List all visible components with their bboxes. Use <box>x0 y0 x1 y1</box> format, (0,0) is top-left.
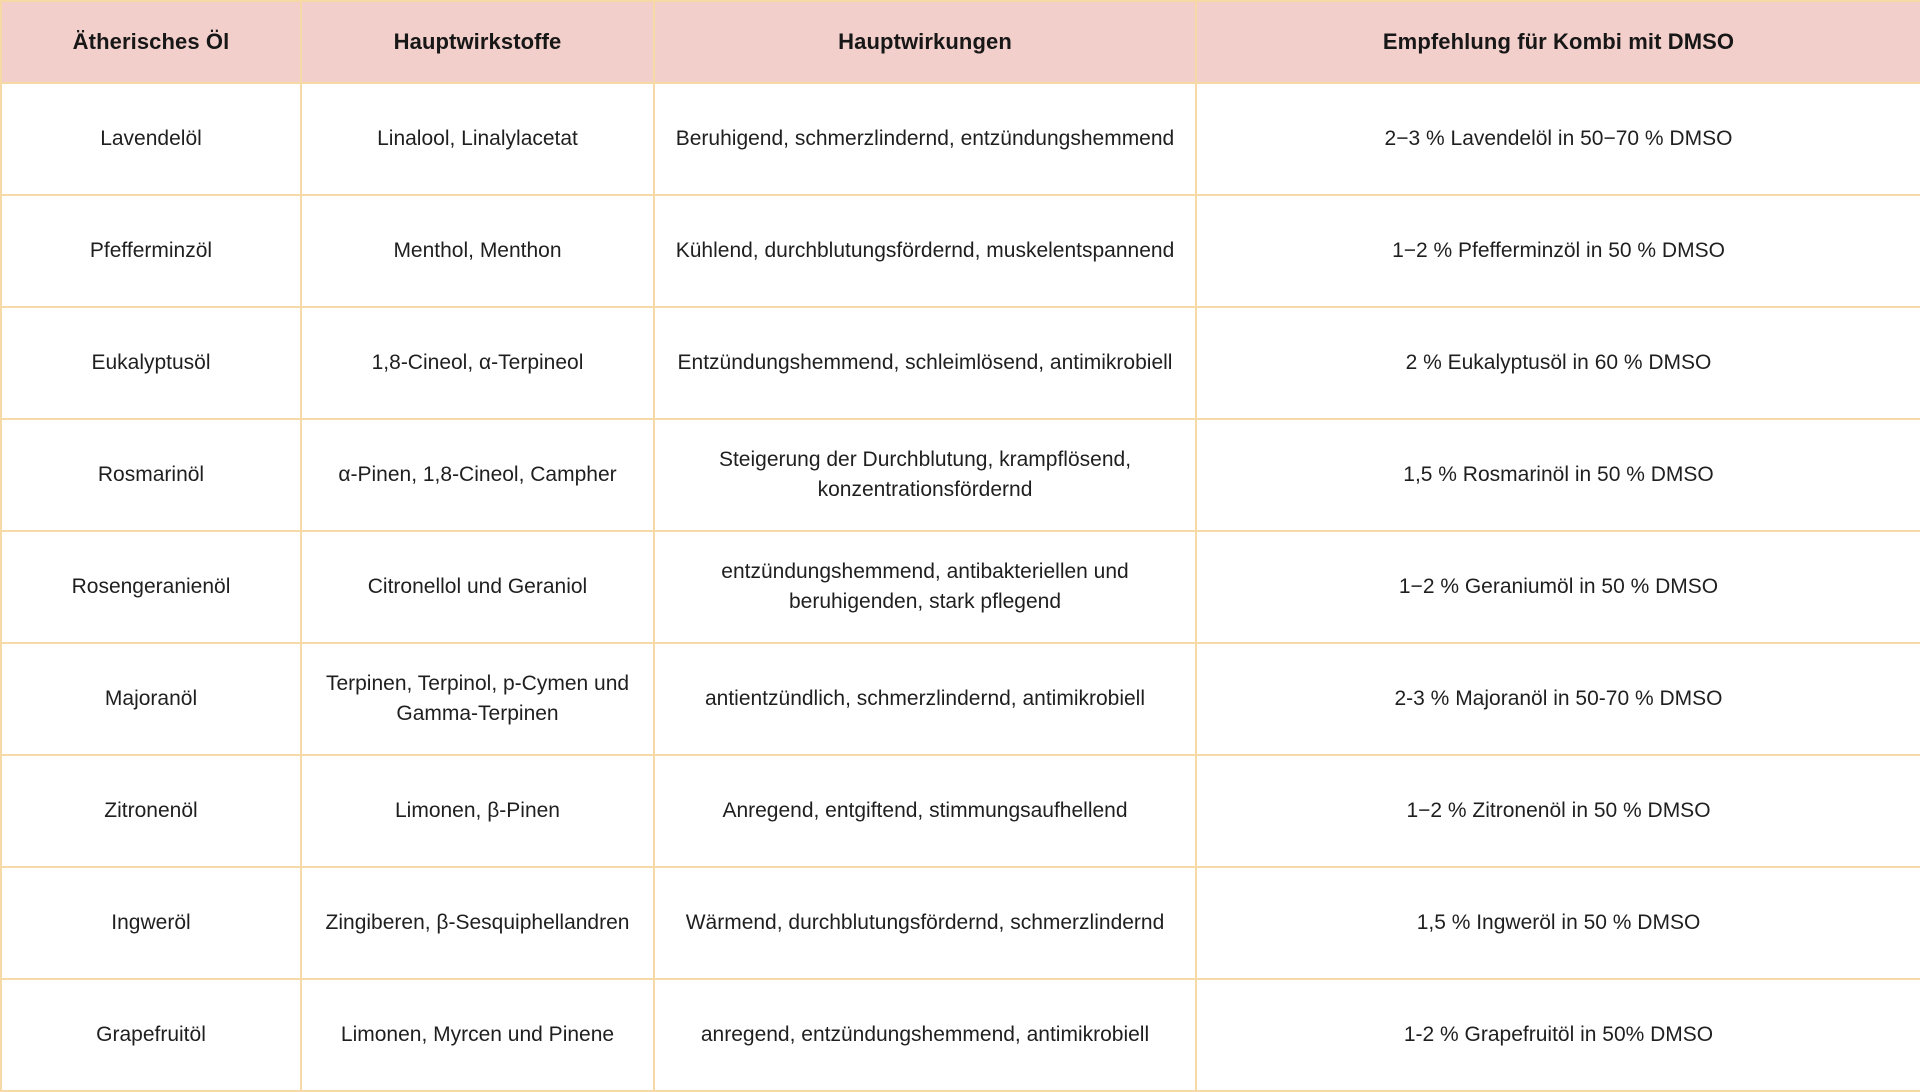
cell-oil: Eukalyptusöl <box>1 307 301 419</box>
cell-recommendation: 1-2 % Grapefruitöl in 50% DMSO <box>1196 979 1920 1091</box>
cell-recommendation: 1−2 % Zitronenöl in 50 % DMSO <box>1196 755 1920 867</box>
cell-agents: 1,8-Cineol, α-Terpineol <box>301 307 654 419</box>
table-row <box>1 979 1920 1091</box>
cell-oil: Rosmarinöl <box>1 419 301 531</box>
header-row <box>1 1 1920 83</box>
cell-agents: Menthol, Menthon <box>301 195 654 307</box>
table-row <box>1 643 1920 755</box>
cell-oil: Pfefferminzöl <box>1 195 301 307</box>
cell-oil: Majoranöl <box>1 643 301 755</box>
cell-recommendation: 2 % Eukalyptusöl in 60 % DMSO <box>1196 307 1920 419</box>
cell-effects: Steigerung der Durchblutung, krampflösend, konzentrationsfördernd <box>654 419 1196 531</box>
cell-agents: Terpinen, Terpinol, p-Cymen und Gamma-Terpinen <box>301 643 654 755</box>
cell-recommendation: 2−3 % Lavendelöl in 50−70 % DMSO <box>1196 83 1920 195</box>
table-row <box>1 307 1920 419</box>
column-header-effects: Hauptwirkungen <box>654 1 1196 83</box>
cell-recommendation: 1−2 % Geraniumöl in 50 % DMSO <box>1196 531 1920 643</box>
cell-oil: Grapefruitöl <box>1 979 301 1091</box>
cell-oil: Rosengeranienöl <box>1 531 301 643</box>
table-row <box>1 83 1920 195</box>
cell-agents: Zingiberen, β-Sesquiphellandren <box>301 867 654 979</box>
cell-agents: Limonen, β-Pinen <box>301 755 654 867</box>
cell-agents: α-Pinen, 1,8-Cineol, Campher <box>301 419 654 531</box>
cell-recommendation: 1,5 % Rosmarinöl in 50 % DMSO <box>1196 419 1920 531</box>
cell-recommendation: 1,5 % Ingweröl in 50 % DMSO <box>1196 867 1920 979</box>
table-row <box>1 755 1920 867</box>
cell-oil: Zitronenöl <box>1 755 301 867</box>
cell-effects: anregend, entzündungshemmend, antimikrobiell <box>654 979 1196 1091</box>
column-header-oil: Ätherisches Öl <box>1 1 301 83</box>
cell-agents: Limonen, Myrcen und Pinene <box>301 979 654 1091</box>
column-header-rec: Empfehlung für Kombi mit DMSO <box>1196 1 1920 83</box>
cell-agents: Linalool, Linalylacetat <box>301 83 654 195</box>
cell-effects: Entzündungshemmend, schleimlösend, antimikrobiell <box>654 307 1196 419</box>
cell-recommendation: 1−2 % Pfefferminzöl in 50 % DMSO <box>1196 195 1920 307</box>
table-row <box>1 195 1920 307</box>
cell-agents: Citronellol und Geraniol <box>301 531 654 643</box>
cell-effects: Kühlend, durchblutungsfördernd, muskelentspannend <box>654 195 1196 307</box>
cell-effects: antientzündlich, schmerzlindernd, antimikrobiell <box>654 643 1196 755</box>
cell-oil: Ingweröl <box>1 867 301 979</box>
cell-effects: Beruhigend, schmerzlindernd, entzündungshemmend <box>654 83 1196 195</box>
cell-effects: Anregend, entgiftend, stimmungsaufhellend <box>654 755 1196 867</box>
table-body <box>1 83 1920 1091</box>
cell-recommendation: 2-3 % Majoranöl in 50-70 % DMSO <box>1196 643 1920 755</box>
column-header-agents: Hauptwirkstoffe <box>301 1 654 83</box>
cell-effects: Wärmend, durchblutungsfördernd, schmerzlindernd <box>654 867 1196 979</box>
cell-oil: Lavendelöl <box>1 83 301 195</box>
table-row <box>1 867 1920 979</box>
table-header <box>1 1 1920 83</box>
table-row <box>1 531 1920 643</box>
table-row <box>1 419 1920 531</box>
cell-effects: entzündungshemmend, antibakteriellen und beruhigenden, stark pflegend <box>654 531 1196 643</box>
